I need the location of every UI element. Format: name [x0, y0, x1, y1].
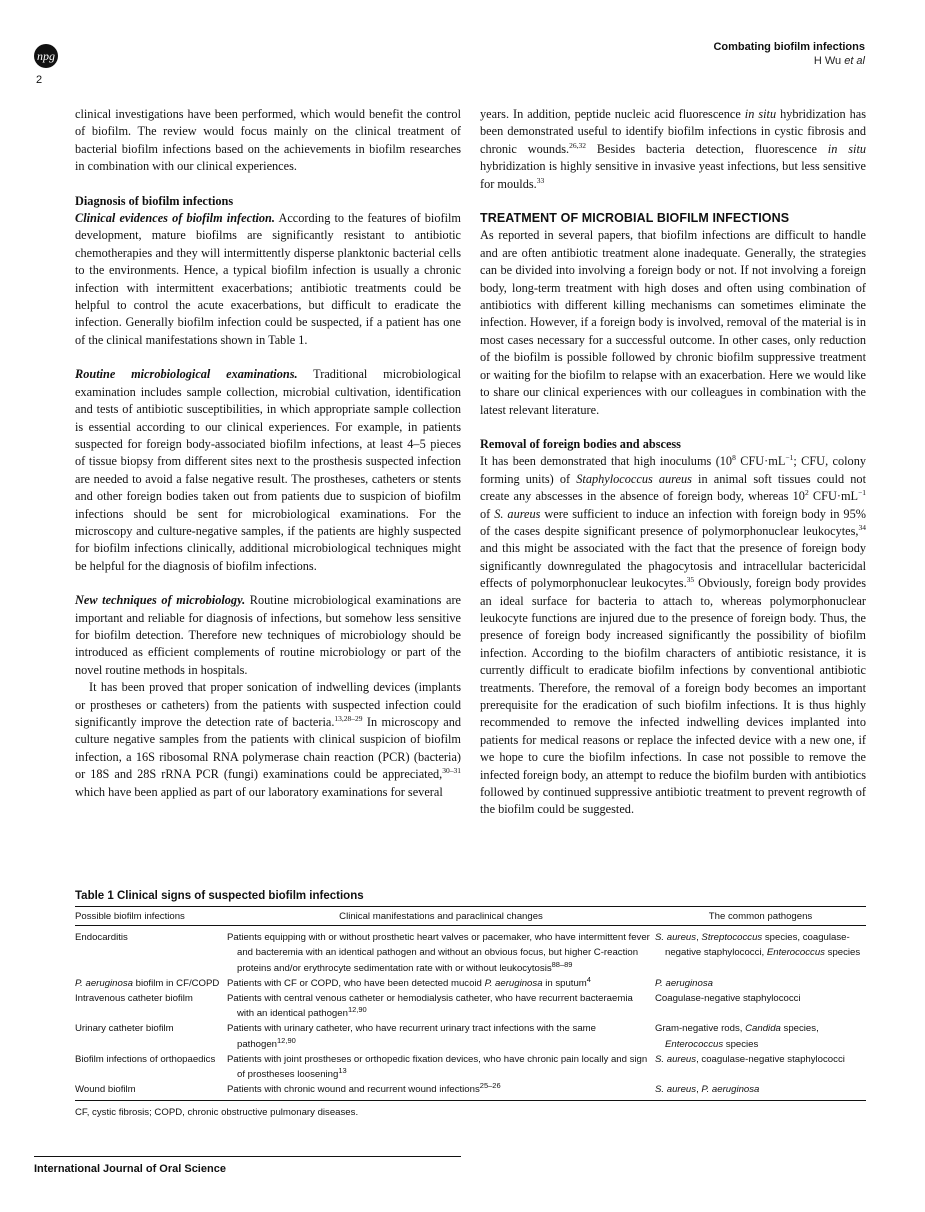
table-cell: Patients equipping with or without prosthetic heart valves or pacemaker, who have intermittent fever and bacteremia with an identical pathogen and without an obvious focus, but higher C-reaction proteins and/or erythrocyte sedimentation rate with or without leukocytosis$^{88-89}$	[227, 932, 650, 974]
table-cell: Wound biofilm	[75, 1084, 136, 1096]
table-cell: Patients with CF or COPD, who have been detected mucoid P. aeruginosa in sputum$^4$	[227, 974, 591, 989]
table-footnote: CF, cystic fibrosis; COPD, chronic obstructive pulmonary diseases.	[75, 1107, 359, 1119]
section-heading-removal: Removal of foreign bodies and abscess	[480, 436, 681, 451]
table-cell: P. aeruginosa	[655, 977, 713, 989]
table-row	[75, 926, 866, 976]
table-cell: P. aeruginosa biofilm in CF/COPD	[75, 977, 220, 989]
right-column	[480, 106, 866, 819]
npg-logo: npg	[34, 44, 58, 68]
table-caption: Table 1 Clinical signs of suspected biofilm infections	[75, 890, 364, 902]
table-row	[75, 1021, 866, 1051]
table-row	[75, 991, 866, 1021]
table-cell: Patients with central venous catheter or hemodialysis catheter, who have recurrent bacteraemia with an identical pathogen$^{12,90}$	[227, 993, 633, 1020]
table-cell: S. aureus, P. aeruginosa	[655, 1084, 760, 1096]
table-1	[75, 890, 866, 1118]
table-cell: S. aureus, coagulase-negative staphylococci	[655, 1053, 845, 1065]
table-cell: Patients with urinary catheter, who have recurrent urinary tract infections with the same pathogen$^{12,90}$	[227, 1023, 596, 1050]
table-row	[75, 976, 866, 991]
table-cell: Gram-negative rods, Candida species, Enterococcus species	[655, 1023, 819, 1050]
table-header-cell: The common pathogens	[655, 907, 866, 926]
table-cell: Patients with joint prostheses or orthopedic fixation devices, who have chronic pain locally and sign of prostheses loosening$^{13}$	[227, 1053, 648, 1081]
clinical-signs-table	[75, 906, 866, 1101]
section-heading-diagnosis: Diagnosis of biofilm infections	[75, 193, 234, 208]
journal-footer: International Journal of Oral Science	[34, 1163, 226, 1175]
table-cell: Urinary catheter biofilm	[75, 1023, 174, 1035]
subheading-clinical-evidences: Clinical evidences of biofilm infection.	[75, 211, 275, 226]
table-cell: Endocarditis	[75, 932, 128, 944]
table-row	[75, 1052, 866, 1082]
table-cell: Biofilm infections of orthopaedics	[75, 1053, 216, 1065]
paragraph-removal: It has been demonstrated that high inoculums ($10^8$ $CFU\cdot mL^{-1}$; CFU, colony forming units) of Staphylococcus aureus in animal soft tissues could not create any abscesses in the absence of foreign body, whereas $10^2$ $CFU\cdot mL^{-1}$ of S. aureus were sufficient to induce an infection with foreign body in 95% of the cases despite significant presence of polymorphonuclear leukocytes,$^{34}$ and this might be associated with the fact that the presence of foreign body significantly downregulated the phagocytosis and intracellular bactericidal effects of polymorphonuclear leukocytes.$^{35}$ Obviously, foreign body provides an ideal surface for bacteria to attach to, whereas polymorphonuclear leukocyte functions are injured due to the presence of foreign body. Thus, the presence of foreign body increased significantly the possibility of biofilm infection. According to the biofilm characters of antibiotic resistance, it is currently difficult to eradicate biofilm infections by conventional antibiotic treatments. Therefore, the removal of a foreign body becomes an important prerequisite for the eradication of such biofilm infections. It is thus highly recommended to remove the infected indwelling devices implanted into patients for medical reasons or replace the infected device with a new one, if we hope to cure the biofilm infections. In case not possible to remove the infected foreign body, an attempt to reduce the biofilm burden with antibiotics followed by continued suppressive antibiotic treatment to prevent regrowth of the biofilm could be suggested.	[480, 453, 867, 817]
footer-rule	[34, 1156, 461, 1157]
intro-paragraph: clinical investigations have been performed, which would benefit the control of biofilm. The review would focus mainly on the clinical treatment of bacterial biofilm infections based on the achievements in biofilm researches in combination with our clinical experiences.	[75, 107, 461, 174]
paragraph-clinical-evidences: Clinical evidences of biofilm infection. According to the features of biofilm development, mature biofilms are significantly resistant to antibiotic chemotherapies and they will intermittently disperse planktonic bacterial cells to the environments. Hence, a typical biofilm infection is usually a chronic infection with intermittent exacerbations; antibiotic treatments could be helpful to control the acute exacerbations, but difficult to eradicate the infection. Generally biofilm infection could be suspected, if a patient has one of the clinical manifestations shown in Table 1.	[75, 211, 461, 347]
running-authors: H Wu et al	[813, 55, 865, 67]
subheading-new-techniques: New techniques of microbiology.	[75, 593, 246, 608]
table-header-cell: Clinical manifestations and paraclinical changes	[227, 907, 655, 926]
paragraph-treatment: As reported in several papers, that biofilm infections are difficult to handle and are often antibiotic treatment alone inadequate. Generally, the strategies can be divided into involving a foreign body or not. If not involving a foreign body, long-term treatment with high doses and often using combination of antibiotics with different killing mechanisms can sometimes eliminate the infection. However, if a foreign body is involved, removal of the material is in most cases necessary for a successful outcome. In other cases, only reduction of the biofilm is possible followed by chronic biofilm suppressive treatment or waiting for the biofilm to relapse with an exacerbation. Here we would like to share our clinical experiences with our colleagues in combination with the latest relevant literature.	[480, 228, 866, 417]
table-cell: Patients with chronic wound and recurrent wound infections$^{25-26}$	[227, 1081, 501, 1096]
page-number: 2	[36, 74, 43, 86]
table-header-row	[75, 907, 866, 926]
section-heading-treatment: TREATMENT OF MICROBIAL BIOFILM INFECTIONS	[480, 211, 790, 226]
table-cell: S. aureus, Streptococcus species, coagulase-negative staphylococci, Enterococcus species	[655, 932, 861, 959]
running-title: Combating biofilm infections	[713, 41, 865, 53]
table-header-cell: Possible biofilm infections	[75, 907, 227, 926]
paragraph-continued: years. In addition, peptide nucleic acid fluorescence in situ hybridization has been demonstrated useful to identify biofilm infections in cystic fibrosis and chronic wounds.$^{26,32}$ Besides bacteria detection, fluorescence in situ hybridization is highly sensitive in invasive yeast infections, but less sensitive for moulds.$^{33}$	[480, 107, 867, 191]
left-column	[75, 106, 461, 801]
table-row	[75, 1082, 866, 1101]
paragraph-new-techniques: New techniques of microbiology. Routine microbiological examinations are important and reliable for diagnosis of infections, but somehow less sensitive for biofilm detection. Therefore new techniques of microbiology should be introduced as efficient complements of routine microbiology or part of the novel routine methods in hospitals.	[75, 593, 461, 677]
running-header	[713, 40, 865, 68]
subheading-routine-exams: Routine microbiological examinations.	[75, 367, 298, 382]
paragraph-routine-exams: Routine microbiological examinations. Traditional microbiological examination includes sample collection, microbial cultivation, identification and tests of antibiotic susceptibilities, in which appropriate sample collection is essential according to our clinical experiences. For example, in patients suspected for foreign body-associated biofilm infections, at least 4–5 pieces of tissue biopsy from different sites next to the prosthesis suspected infection are needed to avoid a false negative result. The prostheses, catheters or stents and other foreign bodies taken out from patients due to suspicion of biofilm infections should be sent for microbiological examinations. For the microscopy and culture-negative samples, if the patients are highly suspected for biofilm infections clinically, additional microbiological techniques might be helpful for the diagnosis of biofilm infections.	[75, 367, 461, 573]
paragraph-sonication: It has been proved that proper sonication of indwelling devices (implants or prostheses or catheters) from the patients with suspected infection could significantly improve the detection rate of bacteria.$^{13,28-29}$ In microscopy and culture negative samples from the patients with clinical suspicion of biofilm infection, a 16S ribosomal RNA polymerase chain reaction (PCR) (bacteria) or 18S and 28S rRNA PCR (fungi) examinations could be appreciated,$^{30-31}$ which have been applied as part of our laboratory examinations for several	[75, 680, 461, 799]
table-cell: Coagulase-negative staphylococci	[655, 993, 801, 1005]
table-cell: Intravenous catheter biofilm	[75, 993, 193, 1005]
